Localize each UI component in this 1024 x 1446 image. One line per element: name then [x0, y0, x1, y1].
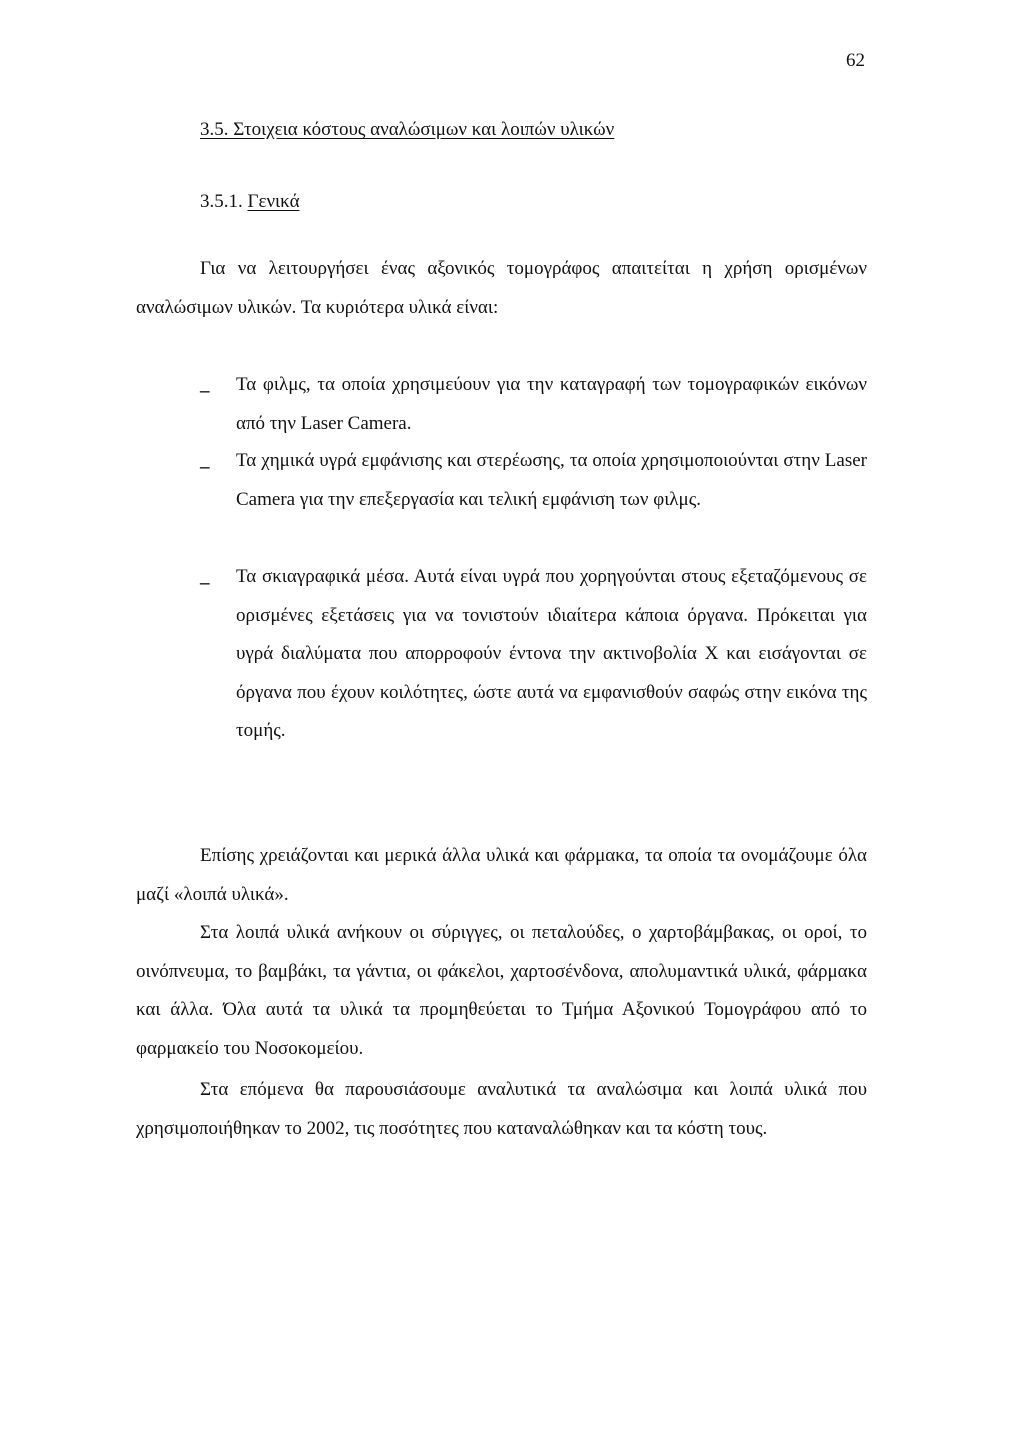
body-paragraph: Στα λοιπά υλικά ανήκουν οι σύριγγες, οι πεταλούδες, ο χαρτοβάμβακας, οι οροί, το οινόπνευμα, το βαμβάκι, τα γάντια, οι φάκελοι, χαρτοσένδονα, απολυμαντικά υλικά, φάρμακα και άλλα. Όλα αυτά τα υλικά τα προμηθεύεται το Τμήμα Αξονικού Τομογράφου από το φαρμακείο του Νοσοκομείου. [136, 922, 867, 1059]
subsection-title: Γενικά [247, 191, 300, 212]
subsection-number: 3.5.1. [200, 191, 243, 212]
list-bullet: _ [200, 450, 210, 471]
list-item [200, 442, 867, 519]
body-paragraph: Στα επόμενα θα παρουσιάσουμε αναλυτικά τα αναλώσιμα και λοιπά υλικά που χρησιμοποιήθηκαν το 2002, τις ποσότητες που καταναλώθηκαν και τα κόστη τους. [136, 1079, 867, 1139]
page-number: 62 [846, 50, 865, 71]
list-bullet: _ [200, 374, 210, 395]
intro-paragraph: Για να λειτουργήσει ένας αξονικός τομογράφος απαιτείται η χρήση ορισμένων αναλώσιμων υλικών. Τα κυριότερα υλικά είναι: [136, 258, 867, 318]
list-item-text: Τα φιλμς, τα οποία χρησιμεύουν για την καταγραφή των τομογραφικών εικόνων από την Laser Camera. [236, 374, 867, 434]
list-item [200, 366, 867, 443]
list-item-text: Τα χημικά υγρά εμφάνισης και στερέωσης, τα οποία χρησιμοποιούνται στην Laser Camera για την επεξεργασία και τελική εμφάνιση των φιλμς. [236, 450, 867, 510]
subsection-heading [200, 191, 300, 213]
list-bullet: _ [200, 566, 210, 587]
body-paragraph: Επίσης χρειάζονται και μερικά άλλα υλικά και φάρμακα, τα οποία τα ονομάζουμε όλα μαζί «λοιπά υλικά». [136, 845, 867, 905]
list-item [200, 558, 867, 751]
section-heading: 3.5. Στοιχεια κόστους αναλώσιμων και λοιπών υλικών [200, 119, 615, 140]
list-item-text: Τα σκιαγραφικά μέσα. Αυτά είναι υγρά που χορηγούνται στους εξεταζόμενους σε ορισμένες εξετάσεις για να τονιστούν ιδιαίτερα κάποια όργανα. Πρόκειται για υγρά διαλύματα που απορροφούν έντονα την ακτινοβολία Χ και εισάγονται σε όργανα που έχουν κοιλότητες, ώστε αυτά να εμφανισθούν σαφώς στην εικόνα της τομής. [236, 566, 867, 741]
